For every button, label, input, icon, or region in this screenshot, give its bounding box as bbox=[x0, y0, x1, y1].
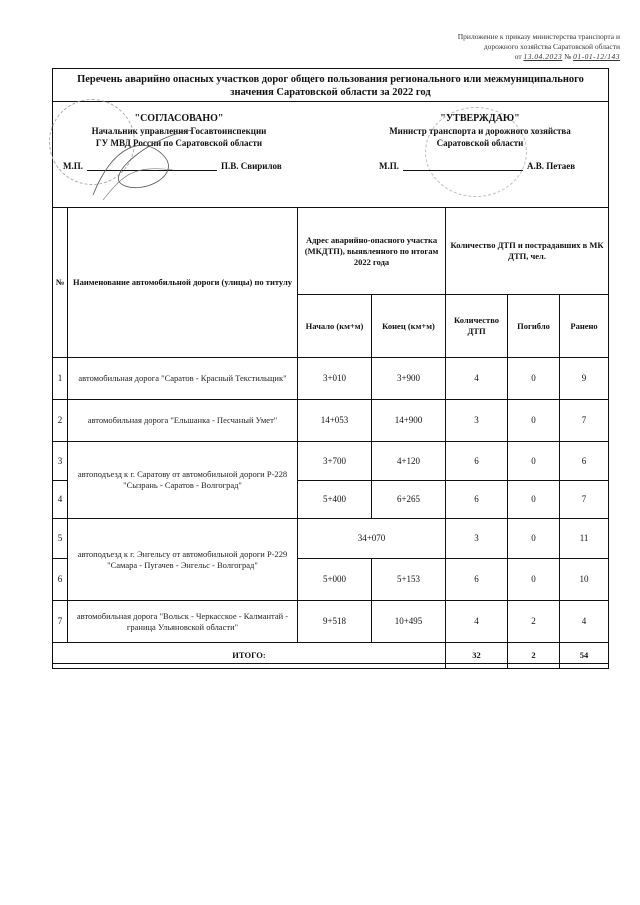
row-end: 4+120 bbox=[372, 442, 446, 481]
table-total-row bbox=[53, 643, 609, 669]
attachment-note bbox=[390, 32, 620, 62]
row-injured: 4 bbox=[560, 601, 609, 643]
table-row bbox=[53, 442, 609, 481]
table-row bbox=[53, 358, 609, 400]
attachment-line1: Приложение к приказу министерства транспорта и bbox=[457, 32, 620, 41]
table-row bbox=[53, 400, 609, 442]
header-injured: Ранено bbox=[560, 295, 609, 358]
approved-heading: "УТВЕРЖДАЮ" bbox=[440, 113, 520, 124]
attachment-number-prefix: № bbox=[564, 52, 572, 61]
row-number: 2 bbox=[53, 400, 68, 442]
header-road-name: Наименование автомобильной дороги (улицы) по титулу bbox=[68, 208, 298, 358]
row-killed: 0 bbox=[508, 481, 560, 519]
agreed-heading: "СОГЛАСОВАНО" bbox=[134, 113, 224, 124]
road-sections-table bbox=[52, 207, 609, 669]
row-injured: 7 bbox=[560, 400, 609, 442]
approved-name: А.В. Петаев bbox=[527, 161, 576, 171]
row-accidents: 6 bbox=[446, 442, 508, 481]
row-number: 1 bbox=[53, 358, 68, 400]
total-label: ИТОГО: bbox=[53, 643, 446, 669]
header-start: Начало (км+м) bbox=[298, 295, 372, 358]
row-start: 9+518 bbox=[298, 601, 372, 643]
row-number: 3 bbox=[53, 442, 68, 481]
approved-mp: М.П. bbox=[379, 161, 399, 171]
row-injured: 9 bbox=[560, 358, 609, 400]
row-number: 6 bbox=[53, 559, 68, 601]
attachment-date: 13.04.2023 bbox=[523, 52, 563, 61]
row-killed: 0 bbox=[508, 559, 560, 601]
row-number: 7 bbox=[53, 601, 68, 643]
row-killed: 0 bbox=[508, 519, 560, 559]
row-start: 3+010 bbox=[298, 358, 372, 400]
row-end: 14+900 bbox=[372, 400, 446, 442]
row-start: 5+400 bbox=[298, 481, 372, 519]
title-divider bbox=[53, 101, 608, 102]
agreed-organization: ГУ МВД России по Саратовской области bbox=[95, 138, 263, 148]
row-start: 14+053 bbox=[298, 400, 372, 442]
row-accidents: 4 bbox=[446, 601, 508, 643]
row-accidents: 4 bbox=[446, 358, 508, 400]
row-road-name: автомобильная дорога "Саратов - Красный Текстильщик" bbox=[68, 358, 298, 400]
total-killed: 2 bbox=[508, 643, 560, 669]
agreed-mp: М.П. bbox=[63, 161, 83, 171]
header-address: Адрес аварийно-опасного участка (МКДТП), выявленного по итогам 2022 года bbox=[298, 208, 446, 295]
header-killed: Погибло bbox=[508, 295, 560, 358]
row-start: 3+700 bbox=[298, 442, 372, 481]
row-number: 5 bbox=[53, 519, 68, 559]
attachment-line2: дорожного хозяйства Саратовской области bbox=[483, 42, 620, 51]
row-accidents: 3 bbox=[446, 519, 508, 559]
total-injured: 54 bbox=[560, 643, 609, 669]
agreed-position: Начальник управления Госавтоинспекции bbox=[91, 126, 267, 136]
row-road-name: автомобильная дорога "Ельшанка - Песчаный Умет" bbox=[68, 400, 298, 442]
row-accidents: 3 bbox=[446, 400, 508, 442]
row-injured: 6 bbox=[560, 442, 609, 481]
row-number: 4 bbox=[53, 481, 68, 519]
row-address-merged: 34+070 bbox=[298, 519, 446, 559]
row-road-name: автоподъезд к г. Саратову от автомобильной дороги Р-228 "Сызрань - Саратов - Волгоград" bbox=[68, 442, 298, 519]
document-title: Перечень аварийно опасных участков дорог общего пользования регионального или межмуниципального значения Саратовской области за 2022 год bbox=[77, 74, 584, 98]
row-injured: 7 bbox=[560, 481, 609, 519]
row-accidents: 6 bbox=[446, 481, 508, 519]
row-injured: 10 bbox=[560, 559, 609, 601]
approved-organization: Саратовской области bbox=[436, 138, 524, 148]
approved-signature-blank bbox=[403, 160, 523, 171]
header-end: Конец (км+м) bbox=[372, 295, 446, 358]
row-injured: 11 bbox=[560, 519, 609, 559]
approved-position: Министр транспорта и дорожного хозяйства bbox=[389, 126, 571, 136]
row-end: 6+265 bbox=[372, 481, 446, 519]
table-header-row bbox=[53, 208, 609, 295]
approval-approved bbox=[365, 113, 595, 149]
row-killed: 0 bbox=[508, 400, 560, 442]
row-end: 3+900 bbox=[372, 358, 446, 400]
row-killed: 0 bbox=[508, 358, 560, 400]
agreed-name: П.В. Свирилов bbox=[221, 161, 282, 171]
handwritten-signature-left bbox=[83, 125, 203, 205]
row-accidents: 6 bbox=[446, 559, 508, 601]
header-count-group: Количество ДТП и пострадавших в МК ДТП, чел. bbox=[446, 208, 609, 295]
attachment-number: 01-01-12/143 bbox=[573, 52, 620, 61]
row-road-name: автоподъезд к г. Энгельсу от автомобильной дороги Р-229 "Самара - Пугачев - Энгельс - Волгоград" bbox=[68, 519, 298, 601]
row-killed: 2 bbox=[508, 601, 560, 643]
row-start: 5+000 bbox=[298, 559, 372, 601]
header-accidents: Количество ДТП bbox=[446, 295, 508, 358]
header-number: № bbox=[53, 208, 68, 358]
row-road-name: автомобильная дорога "Вольск - Черкасское - Калмантай - граница Ульяновской области" bbox=[68, 601, 298, 643]
document-sheet bbox=[52, 68, 609, 664]
row-end: 10+495 bbox=[372, 601, 446, 643]
table-row bbox=[53, 519, 609, 559]
approved-signature-line bbox=[379, 160, 575, 171]
total-accidents: 32 bbox=[446, 643, 508, 669]
attachment-date-prefix: от bbox=[514, 52, 522, 61]
table-row bbox=[53, 601, 609, 643]
row-end: 5+153 bbox=[372, 559, 446, 601]
row-killed: 0 bbox=[508, 442, 560, 481]
